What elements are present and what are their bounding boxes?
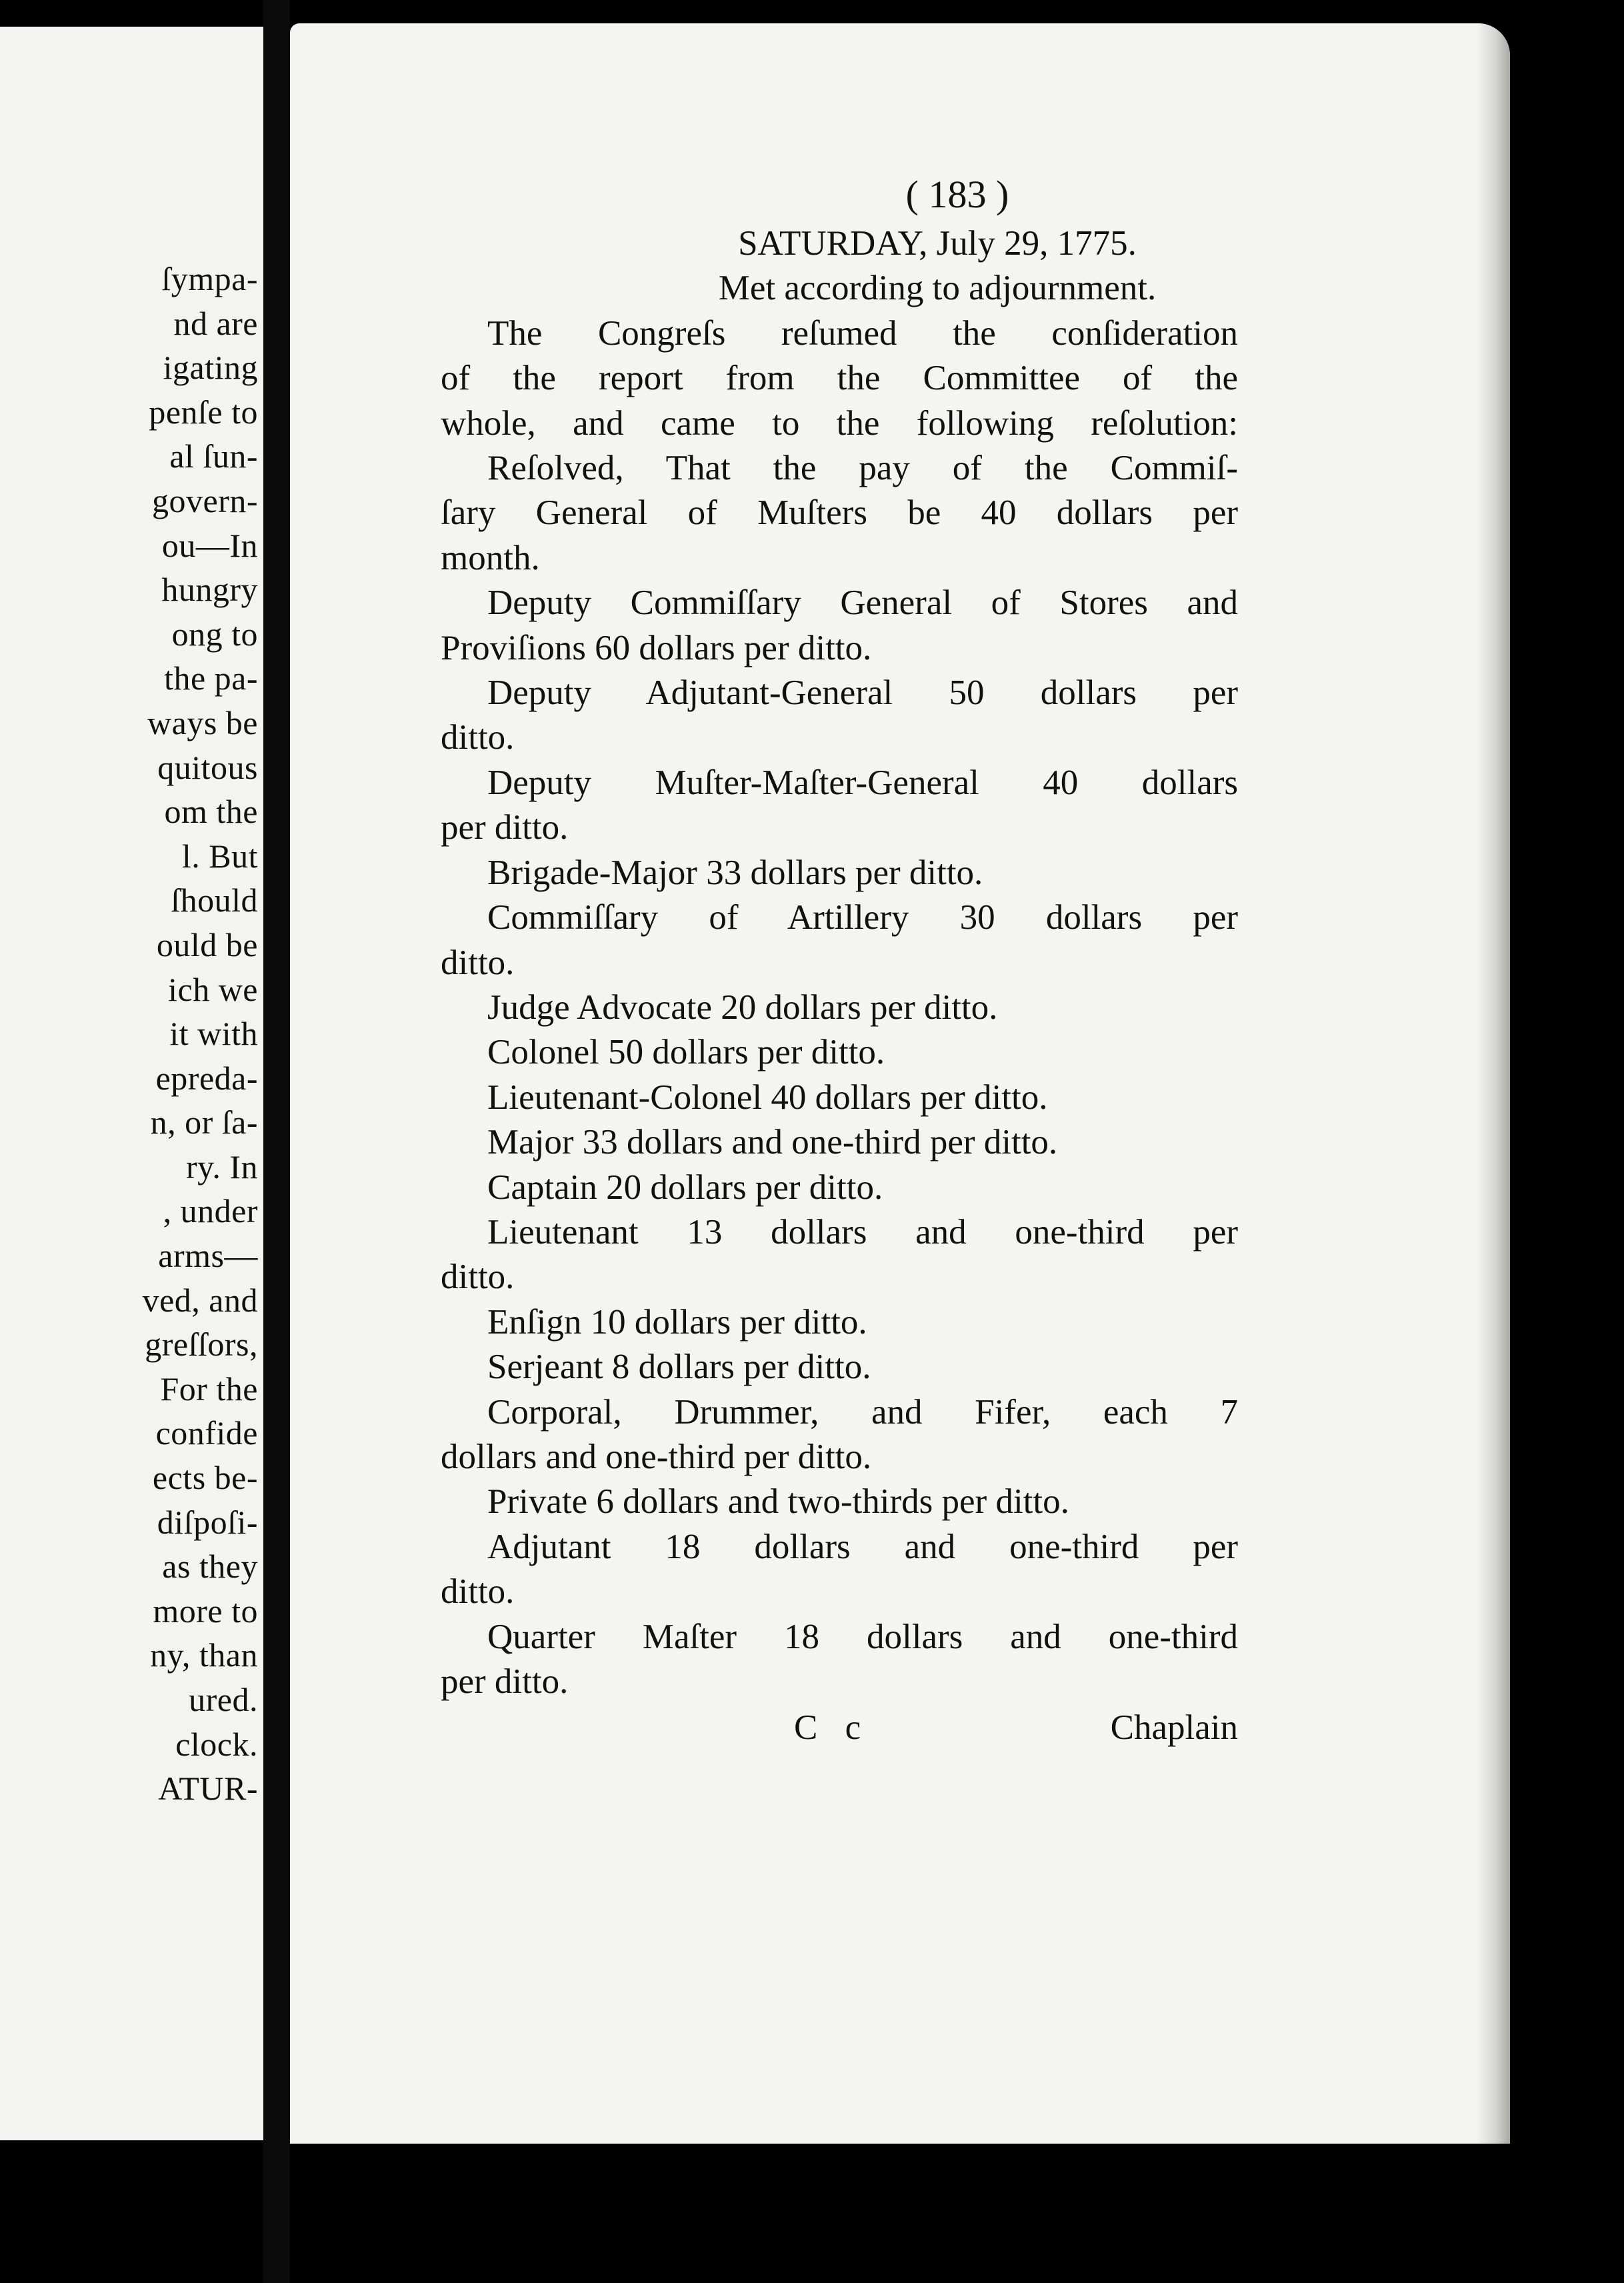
text-line: Captain 20 dollars per ditto.	[487, 1168, 883, 1207]
text-line: of the report from the Committee of the	[441, 359, 1238, 398]
left-page-line: more to	[153, 1592, 258, 1630]
left-page-line: om the	[164, 793, 258, 831]
text-line: Colonel 50 dollars per ditto.	[487, 1033, 885, 1072]
text-line: ſary General of Muſters be 40 dollars per	[441, 493, 1238, 533]
left-page-line: nd are	[173, 304, 258, 342]
left-page-line: ny, than	[150, 1636, 258, 1674]
left-page	[0, 27, 263, 2140]
left-page-line: al ſun-	[169, 437, 258, 475]
text-line: Deputy Commiſſary General of Stores and	[487, 583, 1238, 623]
left-page-line: igating	[163, 349, 258, 387]
text-line: per ditto.	[441, 808, 569, 847]
text-line: Lieutenant 13 dollars and one-third per	[487, 1212, 1238, 1252]
left-page-line: the pa-	[164, 659, 258, 697]
text-line: Adjutant 18 dollars and one-third per	[487, 1527, 1238, 1566]
text-line: Deputy Muſter-Maſter-General 40 dollars	[487, 763, 1238, 802]
left-page-line: arms—	[158, 1237, 258, 1275]
text-line: ditto.	[441, 943, 515, 982]
text-line: dollars and one-third per ditto.	[441, 1437, 872, 1476]
text-line: Proviſions 60 dollars per ditto.	[441, 628, 872, 667]
text-line: whole, and came to the following reſolution:	[441, 403, 1238, 443]
date-heading: SATURDAY, July 29, 1775.	[738, 224, 1137, 263]
text-line: Brigade-Major 33 dollars per ditto.	[487, 853, 983, 892]
left-page-line: as they	[162, 1548, 258, 1586]
left-page-line: , under	[163, 1192, 258, 1230]
left-page-text	[143, 257, 258, 1811]
left-page-line: ich we	[168, 970, 258, 1008]
left-page-line: ſhould	[171, 881, 258, 919]
signature-mark: C c	[794, 1708, 871, 1748]
left-page-line: ou—In	[161, 526, 258, 564]
text-line: The Congreſs reſumed the conſideration	[487, 313, 1238, 353]
page-number: ( 183 )	[905, 173, 1009, 216]
text-line: Private 6 dollars and two-thirds per ditto.	[487, 1482, 1069, 1522]
text-line: Enſign 10 dollars per ditto.	[487, 1302, 867, 1342]
left-page-line: ured.	[189, 1681, 258, 1718]
left-page-line: ects be-	[152, 1459, 258, 1497]
catchword: Chaplain	[1110, 1708, 1238, 1748]
left-page-line: it with	[169, 1015, 258, 1053]
left-page-line: ways be	[147, 703, 258, 741]
left-page-line: ATUR-	[158, 1770, 258, 1808]
text-line: Corporal, Drummer, and Fifer, each 7	[487, 1392, 1238, 1432]
book-gutter	[263, 0, 290, 2283]
text-line: Commiſſary of Artillery 30 dollars per	[487, 898, 1238, 937]
left-page-line: ved, and	[142, 1281, 258, 1319]
left-page-line: penſe to	[149, 393, 258, 431]
left-page-line: diſpoſi-	[157, 1503, 258, 1541]
text-line: Deputy Adjutant-General 50 dollars per	[487, 673, 1238, 713]
left-page-line: greſſors,	[145, 1326, 258, 1364]
left-page-line: ong to	[171, 615, 258, 653]
left-page-line: clock.	[175, 1725, 258, 1763]
text-line: ditto.	[441, 718, 515, 757]
left-page-line: epreda-	[155, 1059, 258, 1097]
left-page-line: l. But	[181, 837, 258, 875]
left-page-line: n, or ſa-	[150, 1103, 258, 1142]
text-line: Judge Advocate 20 dollars per ditto.	[487, 987, 998, 1027]
text-line: month.	[441, 538, 540, 577]
left-page-line: For the	[160, 1370, 258, 1408]
right-page-text	[441, 171, 1510, 1750]
text-line: Major 33 dollars and one-third per ditto.	[487, 1123, 1058, 1162]
page-footer	[441, 1706, 1238, 1750]
session-subheading: Met according to adjournment.	[718, 269, 1157, 308]
left-page-line: ſympa-	[161, 260, 258, 297]
text-line: ditto.	[441, 1258, 515, 1297]
left-page-line: govern-	[152, 481, 258, 519]
text-line: Lieutenant-Colonel 40 dollars per ditto.	[487, 1077, 1048, 1117]
text-line: per ditto.	[441, 1662, 569, 1701]
left-page-line: quitous	[157, 748, 258, 786]
left-page-line: confide	[155, 1414, 258, 1452]
text-line: Reſolved, That the pay of the Commiſ-	[487, 449, 1238, 488]
text-line: ditto.	[441, 1572, 515, 1612]
resolution-body	[441, 311, 1510, 1705]
right-page	[290, 23, 1510, 2144]
text-line: Serjeant 8 dollars per ditto.	[487, 1348, 871, 1387]
text-line: Quarter Maſter 18 dollars and one-third	[487, 1617, 1238, 1656]
left-page-line: ould be	[156, 925, 258, 963]
left-page-line: ry. In	[185, 1148, 258, 1186]
left-page-line: hungry	[161, 571, 258, 609]
